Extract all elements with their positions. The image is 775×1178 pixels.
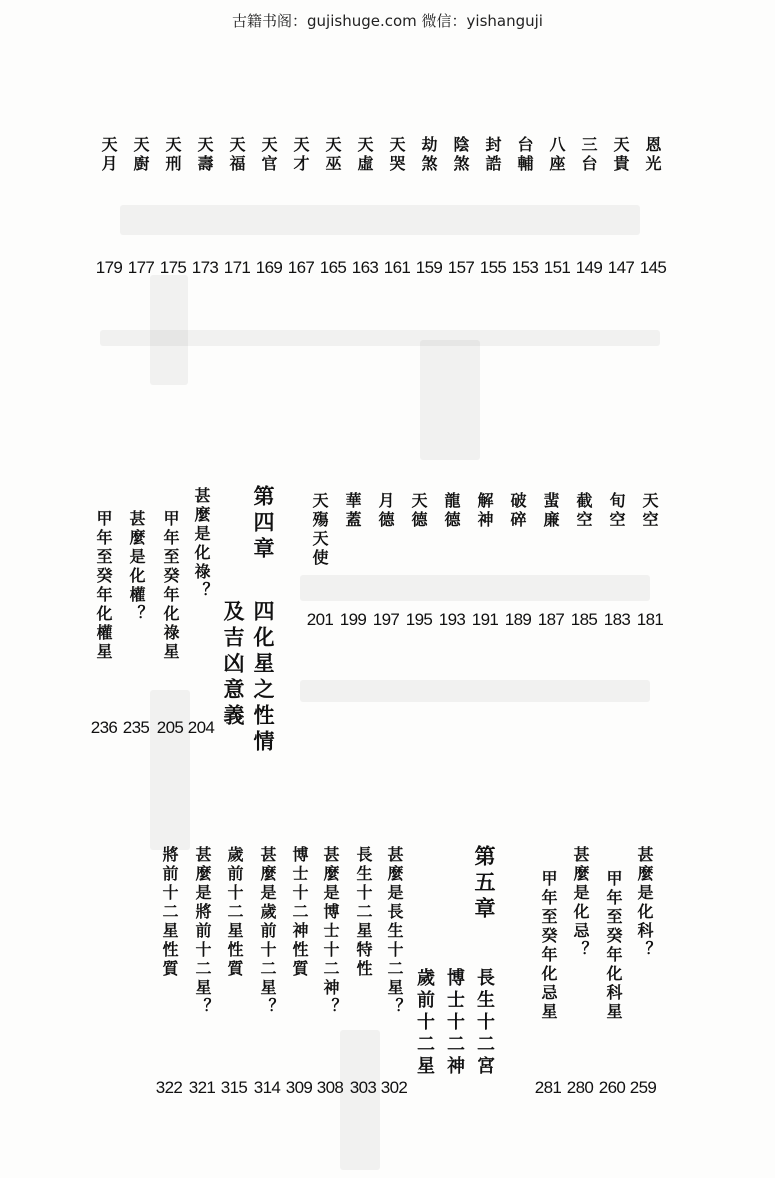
toc-entry-title: 甚麼是長生十二星？ (385, 846, 404, 1017)
toc-entry-title: 博士十二神性質 (290, 846, 309, 979)
toc-entry-title: 甲年至癸年化祿星 (161, 510, 180, 662)
toc-page-number: 155 (479, 258, 507, 277)
toc-entry-title: 劫煞 (419, 136, 438, 174)
watermark-text: 古籍书阁：gujishuge.com 微信：yishanguji (232, 12, 543, 30)
toc-entry-title: 天巫 (323, 136, 342, 174)
toc-entry-title: 三台 (579, 136, 598, 174)
toc-page-number: 303 (349, 1078, 377, 1097)
bleed-through-mark (340, 1030, 380, 1170)
toc-entry-title: 破碎 (508, 492, 527, 530)
toc-entry-title: 甚麼是歲前十二星？ (258, 846, 277, 1017)
chapter-label: 第五章 (472, 845, 496, 923)
toc-page-number: 181 (636, 610, 664, 629)
toc-entry-title: 甚麼是化科？ (635, 846, 654, 960)
toc-page-number: 163 (351, 258, 379, 277)
toc-page-number: 309 (285, 1078, 313, 1097)
toc-entry-title: 天才 (291, 136, 310, 174)
toc-entry-title: 天官 (259, 136, 278, 174)
toc-entry-title: 將前十二星性質 (160, 846, 179, 979)
bleed-through-mark (100, 330, 660, 346)
toc-entry-title: 台輔 (515, 136, 534, 174)
toc-page-number: 314 (253, 1078, 281, 1097)
toc-page-number: 302 (380, 1078, 408, 1097)
toc-entry-title: 龍德 (442, 492, 461, 530)
toc-page-number: 171 (223, 258, 251, 277)
toc-page-number: 187 (537, 610, 565, 629)
toc-page-number: 199 (339, 610, 367, 629)
toc-entry-title: 天殤天使 (310, 492, 329, 568)
chapter-title: 四化星之性情 (251, 600, 275, 756)
toc-page-number: 183 (603, 610, 631, 629)
toc-page-number: 280 (566, 1078, 594, 1097)
bleed-through-mark (150, 690, 190, 850)
toc-page-number: 173 (191, 258, 219, 277)
toc-entry-title: 蜚廉 (541, 492, 560, 530)
toc-entry-title: 八座 (547, 136, 566, 174)
toc-page-number: 167 (287, 258, 315, 277)
toc-entry-title: 天廚 (131, 136, 150, 174)
toc-entry-title: 歲前十二星性質 (225, 846, 244, 979)
toc-page-number: 175 (159, 258, 187, 277)
toc-entry-title: 天月 (99, 136, 118, 174)
toc-page-number: 169 (255, 258, 283, 277)
toc-page-number: 189 (504, 610, 532, 629)
toc-page-number: 236 (90, 718, 118, 737)
chapter-title: 長生十二宮 (474, 968, 495, 1078)
toc-page-number: 153 (511, 258, 539, 277)
toc-entry-title: 天福 (227, 136, 246, 174)
toc-page-number: 322 (155, 1078, 183, 1097)
chapter-title: 歲前十二星 (414, 968, 435, 1078)
toc-entry-title: 天德 (409, 492, 428, 530)
toc-page-number: 179 (95, 258, 123, 277)
toc-page-number: 147 (607, 258, 635, 277)
chapter-label: 第四章 (251, 485, 275, 563)
toc-entry-title: 天虛 (355, 136, 374, 174)
toc-entry-title: 甲年至癸年化科星 (604, 870, 623, 1022)
toc-page-number: 260 (598, 1078, 626, 1097)
toc-page-number: 259 (629, 1078, 657, 1097)
toc-entry-title: 天刑 (163, 136, 182, 174)
chapter-title: 及吉凶意義 (221, 600, 245, 730)
toc-page-number: 235 (122, 718, 150, 737)
toc-page-number: 308 (316, 1078, 344, 1097)
toc-entry-title: 月德 (376, 492, 395, 530)
toc-page-number: 157 (447, 258, 475, 277)
toc-entry-title: 截空 (574, 492, 593, 530)
chapter-title: 博士十二神 (444, 968, 465, 1078)
toc-entry-title: 華蓋 (343, 492, 362, 530)
toc-page-number: 191 (471, 610, 499, 629)
toc-page-number: 197 (372, 610, 400, 629)
toc-entry-title: 甲年至癸年化忌星 (539, 870, 558, 1022)
toc-entry-title: 陰煞 (451, 136, 470, 174)
toc-page-number: 193 (438, 610, 466, 629)
toc-page-number: 205 (156, 718, 184, 737)
toc-page-number: 185 (570, 610, 598, 629)
bleed-through-mark (300, 575, 650, 601)
toc-entry-title: 長生十二星特性 (354, 846, 373, 979)
toc-entry-title: 恩光 (643, 136, 662, 174)
toc-entry-title: 解神 (475, 492, 494, 530)
toc-page-number: 177 (127, 258, 155, 277)
bleed-through-mark (300, 680, 650, 702)
toc-page-number: 195 (405, 610, 433, 629)
toc-page-number: 151 (543, 258, 571, 277)
toc-entry-title: 甚麼是化忌？ (571, 846, 590, 960)
toc-page-number: 321 (188, 1078, 216, 1097)
toc-entry-title: 甚麼是將前十二星？ (193, 846, 212, 1017)
toc-page-number: 161 (383, 258, 411, 277)
toc-page-number: 145 (639, 258, 667, 277)
bleed-through-mark (420, 340, 480, 460)
toc-entry-title: 天貴 (611, 136, 630, 174)
toc-entry-title: 天哭 (387, 136, 406, 174)
toc-entry-title: 甚麼是化祿？ (192, 487, 211, 601)
toc-page-number: 315 (220, 1078, 248, 1097)
toc-entry-title: 甚麼是化權？ (127, 510, 146, 624)
toc-entry-title: 封誥 (483, 136, 502, 174)
toc-page-number: 159 (415, 258, 443, 277)
toc-entry-title: 天壽 (195, 136, 214, 174)
toc-page-number: 165 (319, 258, 347, 277)
toc-page-number: 201 (306, 610, 334, 629)
bleed-through-mark (120, 205, 640, 235)
toc-page-number: 149 (575, 258, 603, 277)
toc-entry-title: 旬空 (607, 492, 626, 530)
toc-page-number: 204 (187, 718, 215, 737)
toc-page-number: 281 (534, 1078, 562, 1097)
toc-entry-title: 甚麼是博士十二神？ (321, 846, 340, 1017)
toc-entry-title: 天空 (640, 492, 659, 530)
toc-entry-title: 甲年至癸年化權星 (94, 510, 113, 662)
